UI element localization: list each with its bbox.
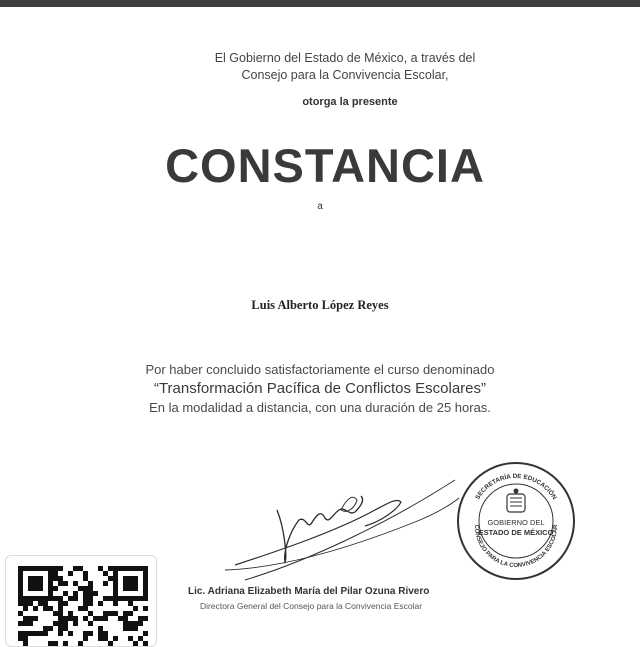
- course-name: “Transformación Pacífica de Conflictos Escolares”: [153, 380, 487, 397]
- signatory-role: Directora General del Consejo para la Convivencia Escolar: [200, 601, 423, 611]
- signatory-name: Lic. Adriana Elizabeth María del Pilar Ozuna Rivero: [188, 586, 430, 597]
- seal-center-line-1: GOBIERNO DEL: [487, 518, 545, 527]
- document-title: CONSTANCIA: [165, 139, 485, 192]
- seal-center-line-2: ESTADO DE MÉXICO: [478, 528, 554, 537]
- top-bar: [0, 0, 640, 7]
- svg-text:CONSEJO PARA LA CONVIVENCIA ES: CONSEJO PARA LA CONVIVENCIA ESCOLAR: [472, 524, 560, 570]
- certificate-body: [110, 360, 530, 417]
- qr-code-icon: [18, 566, 148, 646]
- modality-line: En la modalidad a distancia, con una duración de 25 horas.: [149, 400, 491, 415]
- handwritten-signature: [215, 470, 475, 590]
- issuer-line-1: El Gobierno del Estado de México, a través del: [214, 51, 476, 65]
- reason-line: Por haber concluido satisfactoriamente el curso denominado: [145, 362, 495, 377]
- grant-phrase: otorga la presente: [302, 96, 398, 108]
- official-seal: [455, 460, 577, 582]
- connector-word: a: [317, 201, 323, 212]
- issuer-statement: [150, 50, 540, 84]
- issuer-line-2: Consejo para la Convivencia Escolar,: [241, 68, 449, 82]
- svg-text:SECRETARÍA DE EDUCACIÓN: SECRETARÍA DE EDUCACIÓN: [474, 472, 558, 501]
- qr-code-card: [5, 555, 157, 647]
- recipient-name: Luis Alberto López Reyes: [251, 298, 389, 312]
